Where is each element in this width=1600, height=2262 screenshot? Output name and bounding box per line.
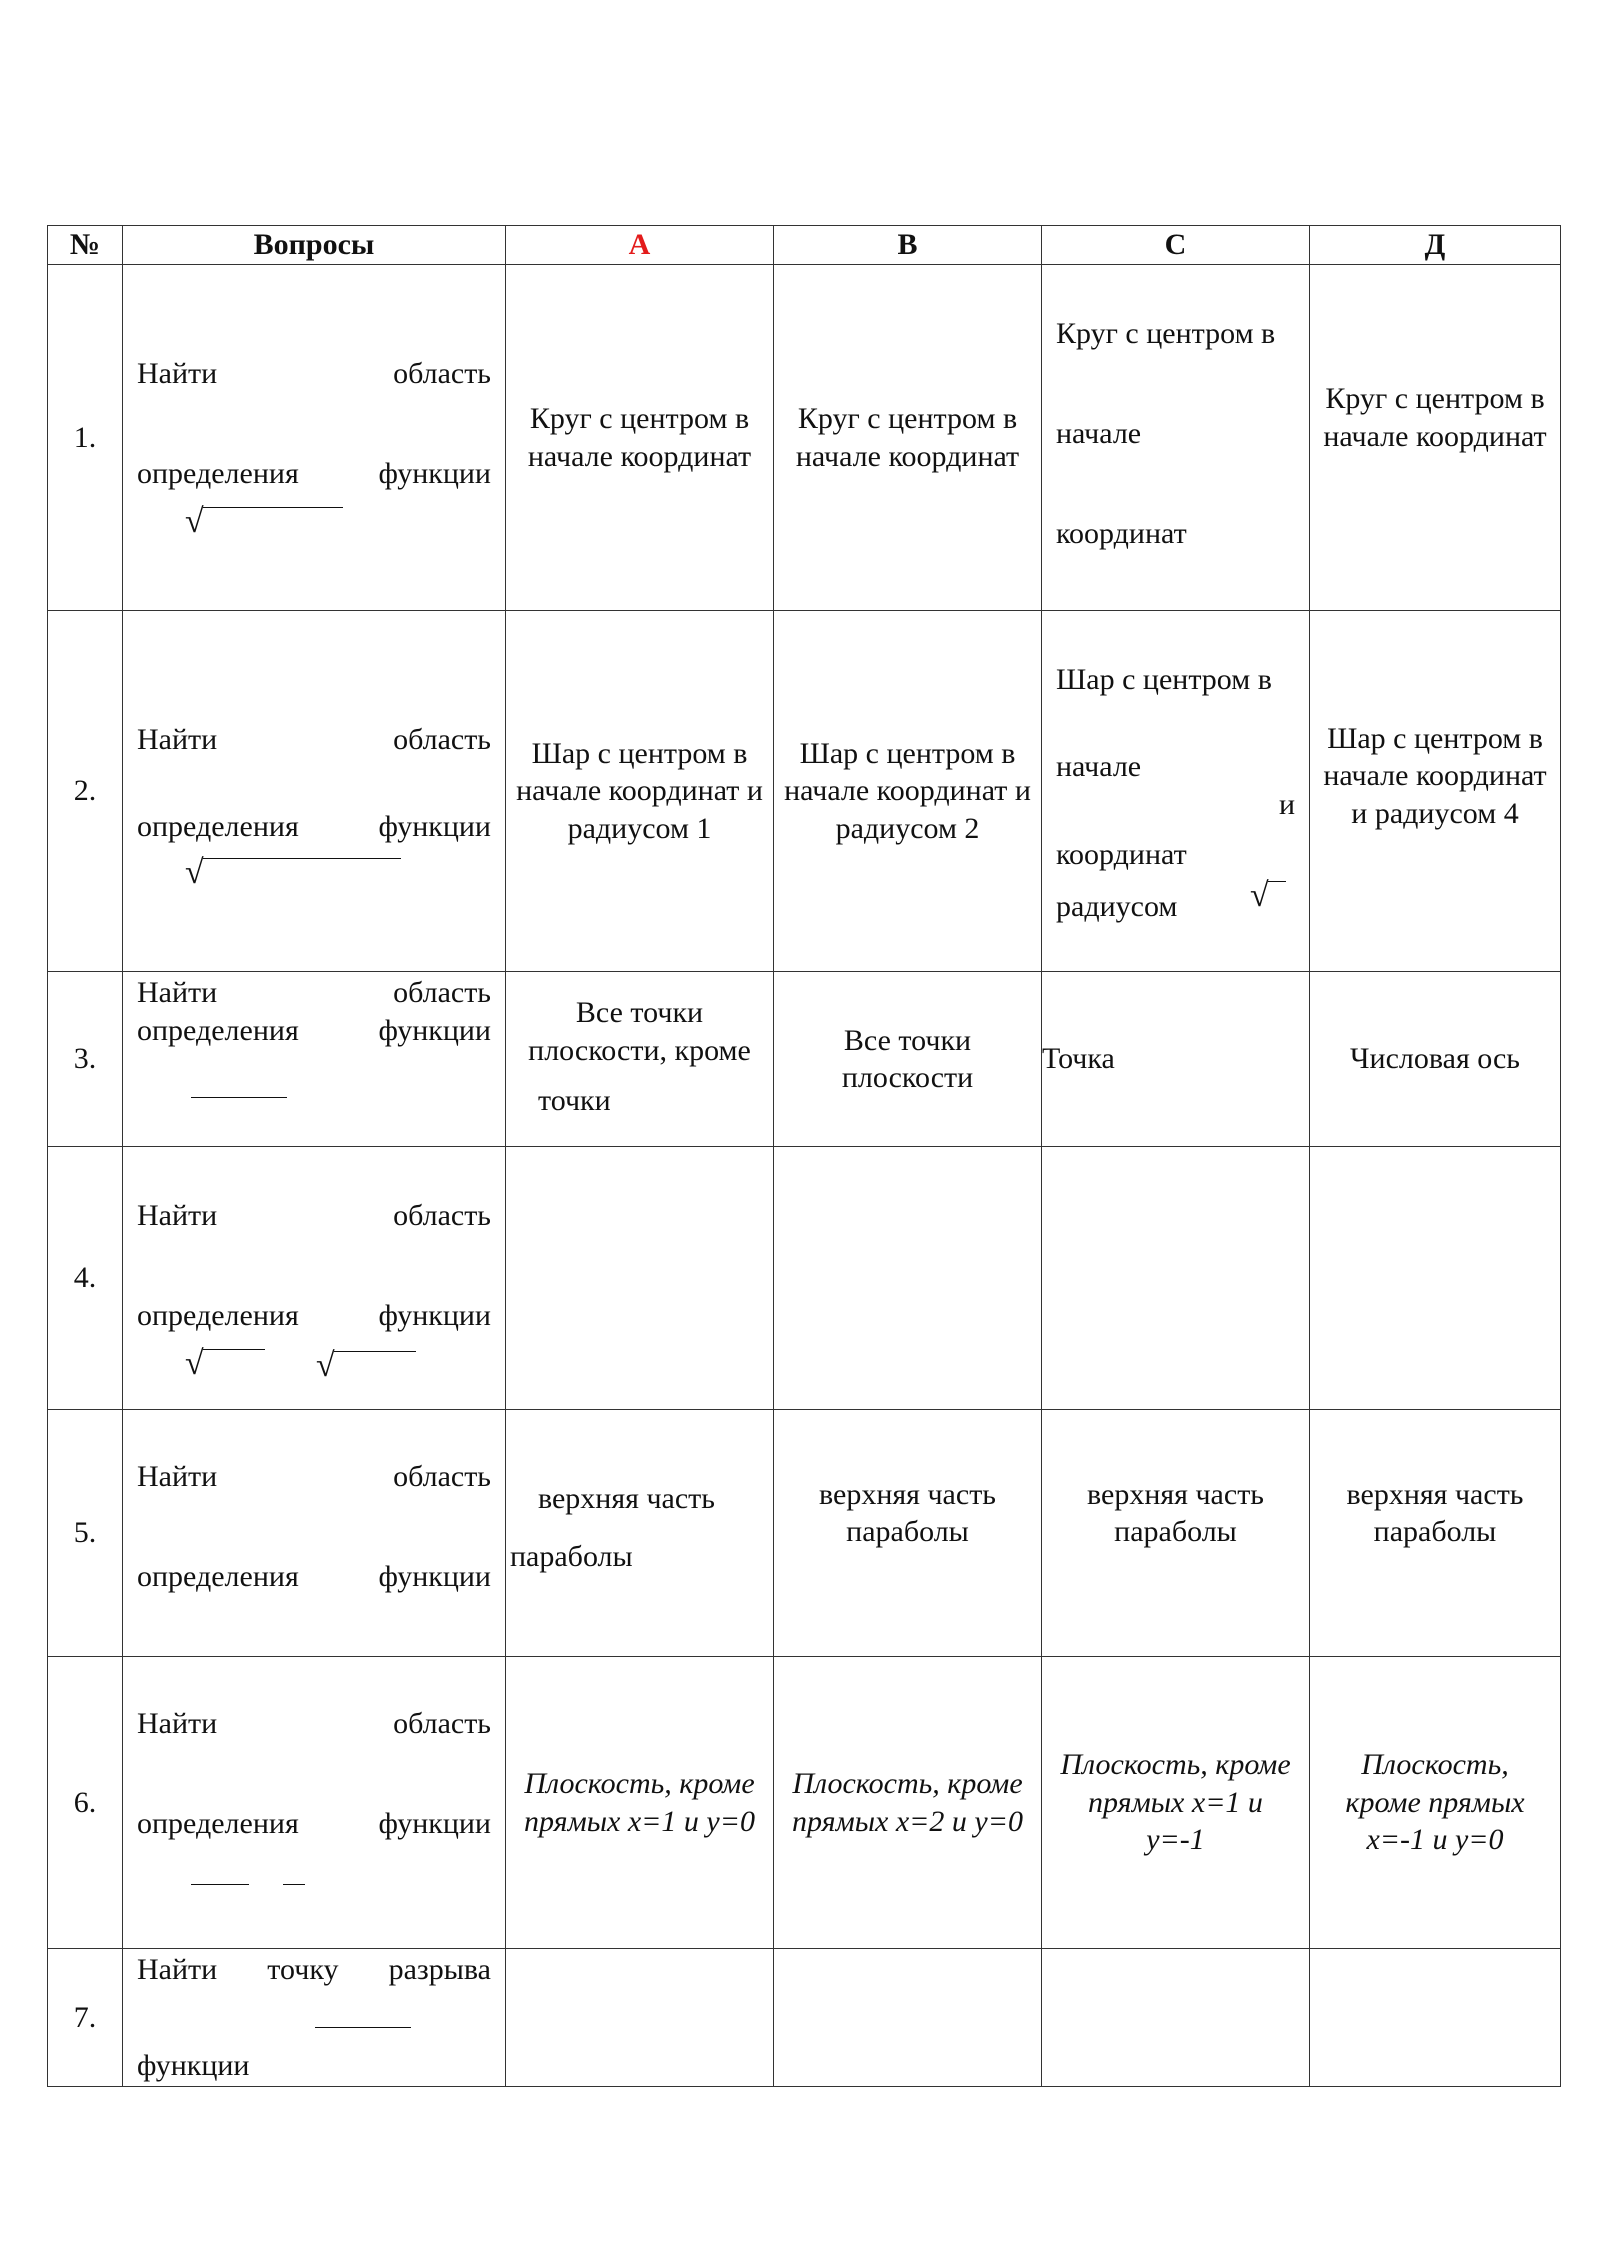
fraction-bar (191, 1884, 249, 1885)
answer-option-b (774, 1410, 1042, 1657)
row-number: 3. (48, 972, 123, 1147)
question-cell: Найти область определения функции √ (123, 611, 506, 972)
question-text: функции (378, 1560, 491, 1593)
question-text: область (393, 1199, 491, 1232)
question-cell (123, 1410, 506, 1657)
question-text: Найти (137, 1199, 218, 1232)
question-text: функции (378, 1807, 491, 1840)
fraction-bar (283, 1884, 305, 1885)
header-option-d: Д (1310, 226, 1561, 265)
question-text: определения (137, 457, 299, 490)
question-text: Найти (137, 357, 218, 390)
answer-option-c: Шар с центром в начале и координат радиусом √ (1042, 611, 1310, 972)
answer-option-a (506, 1147, 774, 1410)
answer-text: начале (1056, 417, 1142, 450)
answer-option-d (1310, 611, 1561, 972)
answer-text: Все точки плоскости (841, 1023, 974, 1094)
answer-option-a: Круг с центром в начале координат (506, 265, 774, 611)
header-option-c: C (1042, 226, 1310, 265)
question-text: определения (137, 1807, 299, 1840)
answer-option-b (774, 1147, 1042, 1410)
answer-text: Плоскость, кроме прямых x=-1 и y=0 (1345, 1748, 1525, 1857)
question-text: Найти (137, 723, 218, 756)
row-number: 1. (48, 265, 123, 611)
header-num: № (48, 226, 123, 265)
answer-option-c: Точка (1042, 972, 1310, 1147)
answer-text: Плоскость, кроме прямых x=1 и y=-1 (1060, 1748, 1291, 1857)
question-text: функции (378, 810, 491, 843)
answer-option-a: Шар с центром в начале координат и радиусом 1 (506, 611, 774, 972)
answer-text: точки (538, 1084, 611, 1117)
row-number: 5. (48, 1410, 123, 1657)
answer-option-d: Числовая ось (1310, 972, 1561, 1147)
question-text: область (393, 976, 491, 1009)
table-row (48, 265, 1561, 611)
answer-option-b: Круг с центром в начале координат (774, 265, 1042, 611)
answer-option-c (1042, 1657, 1310, 1949)
answer-option-a (506, 1410, 774, 1657)
question-text: функции (378, 1014, 491, 1047)
answer-option-a (506, 972, 774, 1147)
answer-text: верхняя часть параболы (819, 1477, 996, 1548)
row-number: 2. (48, 611, 123, 972)
header-row (48, 226, 1561, 265)
answer-text: верхняя часть параболы (1346, 1477, 1524, 1548)
answer-text: и (1278, 788, 1295, 821)
answer-option-d (1310, 1410, 1561, 1657)
question-cell (123, 1949, 506, 2087)
question-text: Найти (137, 1460, 218, 1493)
answer-option-a (506, 1949, 774, 2087)
answer-option-d (1310, 265, 1561, 611)
question-text: функции (378, 1299, 491, 1332)
header-option-b: B (774, 226, 1042, 265)
table-row (48, 611, 1561, 972)
fraction-bar (191, 1097, 287, 1098)
answer-option-b: Плоскость, кроме прямых x=2 и y=0 (774, 1657, 1042, 1949)
question-cell (123, 1657, 506, 1949)
row-number: 6. (48, 1657, 123, 1949)
question-text: область (393, 1707, 491, 1740)
question-text: область (393, 723, 491, 756)
header-questions: Вопросы (123, 226, 506, 265)
row-number: 7. (48, 1949, 123, 2087)
answer-option-d (1310, 1147, 1561, 1410)
question-text: определения (137, 1299, 299, 1332)
question-cell: Найти область определения функции √ (123, 265, 506, 611)
table-row (48, 1657, 1561, 1949)
table-row (48, 1147, 1561, 1410)
question-text: точку (267, 1953, 339, 1986)
answer-text: координат (1056, 838, 1187, 871)
answer-option-b (774, 1949, 1042, 2087)
question-cell (123, 972, 506, 1147)
answer-option-d (1310, 1949, 1561, 2087)
question-text: определения (137, 1014, 299, 1047)
answer-text: верхняя часть (538, 1482, 715, 1515)
quiz-table (47, 225, 1561, 2087)
answer-option-c (1042, 1410, 1310, 1657)
answer-text: начале (1056, 750, 1142, 783)
answer-text: верхняя часть параболы (1087, 1477, 1264, 1548)
question-text: определения (137, 810, 299, 843)
answer-text: Все точки плоскости, кроме (528, 996, 751, 1067)
answer-option-c (1042, 1949, 1310, 2087)
fraction-bar (315, 2027, 411, 2028)
question-text: Найти (137, 1707, 218, 1740)
table-row (48, 1949, 1561, 2087)
question-text: Найти (137, 976, 218, 1009)
table-row (48, 972, 1561, 1147)
answer-option-b: Шар с центром в начале координат и радиусом 2 (774, 611, 1042, 972)
answer-text: координат (1056, 517, 1187, 550)
question-text: область (393, 1460, 491, 1493)
answer-text: Шар с центром в начале координат и радиусом 4 (1323, 721, 1547, 830)
answer-text: Шар с центром в (1056, 663, 1272, 696)
question-text: функции (378, 457, 491, 490)
table-row (48, 1410, 1561, 1657)
answer-text: параболы (510, 1540, 633, 1573)
answer-text: Круг с центром в начале координат (1323, 382, 1547, 453)
question-text: Найти (137, 1953, 218, 1986)
answer-option-d (1310, 1657, 1561, 1949)
answer-text: Круг с центром в (1056, 317, 1276, 350)
answer-option-a: Плоскость, кроме прямых x=1 и y=0 (506, 1657, 774, 1949)
answer-text: радиусом (1056, 890, 1178, 923)
question-cell: Найти область определения функции √ √ (123, 1147, 506, 1410)
answer-option-c (1042, 1147, 1310, 1410)
question-text: функции (137, 2049, 250, 2082)
row-number: 4. (48, 1147, 123, 1410)
header-option-a: A (506, 226, 774, 265)
question-text: разрыва (388, 1953, 491, 1986)
answer-option-b (774, 972, 1042, 1147)
question-text: область (393, 357, 491, 390)
question-text: определения (137, 1560, 299, 1593)
answer-option-c (1042, 265, 1310, 611)
